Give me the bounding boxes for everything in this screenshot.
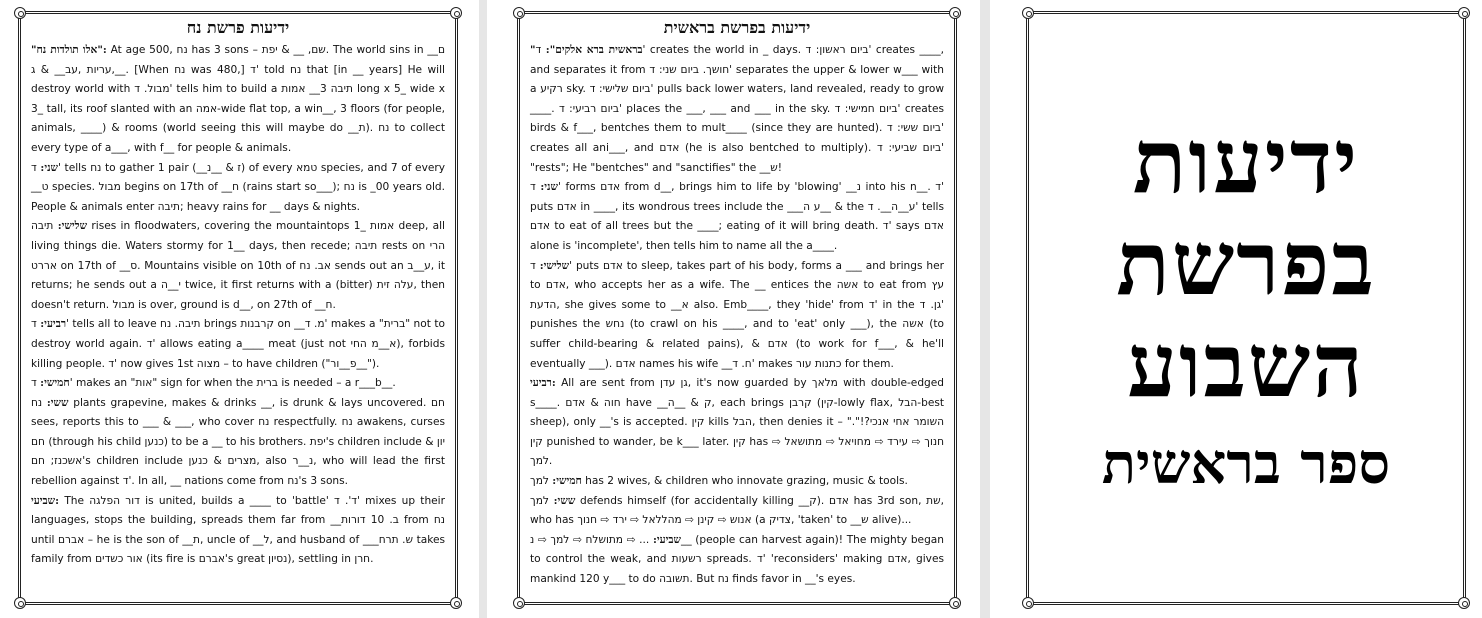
page-panel-bereishis	[487, 0, 980, 618]
aliyah-text: תיבה rises in floodwaters, covering the mountaintops 1_ אמות deep, all living things die. Waters stormy for 1__ days, then recede; תיבה rests on הרי אררט on 17th of __ס. Mountains visible on 10th of אב. נח sends out an ע__ב, it returns; he sends out a י__ה twice, it first returns with a (bitter) עלה זית, then doesn't return. מבול is over, ground is d__, on 27th of __ח.	[31, 220, 445, 311]
page-body	[520, 41, 954, 590]
aliyah-text: נח plants grapevine, makes & drinks __, is drunk & lays uncovered. חם sees, reports this to ___ & ___, who cover נח respectfully. נח awakens, curses חם (through his child כנען) to be a __ to his brothers. יפת's children include יון & אשכנז; חם's children include מצרים & כנען, also נ__ר, who will lead the first rebellion against ד'. In all, __ nations come from נח's 3 sons.	[31, 396, 445, 488]
corner-ornament-icon	[14, 7, 26, 19]
aliyah-text: ד' tells נח to gather 1 pair (__ז & __נ) of every טמא species, and 7 of every __ט species. מבול begins on 17th of __ח (rains start so___); נח is _00 years old. People & animals enter תיבה; heavy rains for __ days & nights.	[31, 161, 445, 213]
page-border	[18, 11, 458, 605]
aliyah-paragraph	[530, 492, 944, 531]
aliyah-label: שלישי:	[57, 220, 88, 233]
aliyah-paragraph	[530, 178, 944, 256]
corner-ornament-icon	[513, 597, 525, 609]
page-title: ידיעות בפרשת בראשית	[663, 18, 811, 37]
aliyah-paragraph	[530, 41, 944, 178]
aliyah-label: שביעי:	[31, 494, 60, 507]
aliyah-label: שביעי:	[652, 533, 682, 546]
aliyah-paragraph	[31, 492, 445, 570]
page-border	[517, 11, 957, 605]
aliyah-paragraph	[31, 217, 445, 315]
aliyah-text: ד' forms אדם from d__, brings him to life by 'blowing' __נ into his n__. ד' puts אדם in ____, its wondrous trees include the ___ע ה__ & the ע__ה__. ד' tells אדם to eat of all trees but the ____; eating of it will bring death. ד' says אדם alone is 'incomplete', then tells him to name all the a____.	[530, 181, 945, 252]
aliyah-label: רביעי:	[40, 318, 67, 331]
aliyah-label: חמישי:	[40, 377, 70, 390]
aliyah-paragraph	[530, 257, 944, 375]
aliyah-text: ד' puts אדם to sleep, takes part of his body, forms a ___ and brings her to אדם, who accepts her as a wife. The __ entices the אשה to eat from עץ הדעת, she gives some to __א also. Emb____, they 'hide' from ד' in the גן. ד' punishes the נחש (to crawl on his ____, and to 'eat' only ___), the אשה (to suffer child-bearing & related pains), & אדם (to work for f___, & he'll eventually ___). אדם names his wife __ח. ד' makes כתנות עור for them.	[530, 259, 945, 370]
aliyah-text: ... ⇨ מתושלח ⇨ למך ⇨ נ__ (people can harvest again)! The mighty began to control the weak, and רשעות spreads. ד' 'reconsiders' making אדם, gives mankind 120 y___ to do תשובה. But נח finds favor in __'s eyes.	[530, 533, 944, 586]
cover-border	[1026, 11, 1466, 605]
aliyah-text: למך defends himself (for accidentally killing __ק). אדם has 3rd son, שת, who has אנוש ⇨ קינן ⇨ מהללאל ⇨ ירד ⇨ חנוך (a צדיק, 'taken' to __ש alive)...	[530, 494, 944, 527]
aliyah-text: ד' tells all to leave תיבה. נח brings קרבנות on __מ. ד' makes a "ברית" not to destroy world again. ד' allows eating a____ meat (just not א__מ החי), forbids killing people. ד' now gives 1st מצוה – to have children ("פ__ור__").	[31, 318, 445, 370]
corner-ornament-icon	[14, 597, 26, 609]
aliyah-label: ששי:	[553, 494, 576, 507]
aliyah-text: ד' makes an "אות" sign for when the ברית is needed – a r___b__.	[31, 377, 396, 390]
cover-title-line: השבוע	[1127, 313, 1365, 417]
cover-title-block	[1029, 14, 1463, 602]
page-title: ידיעות פרשת נח	[186, 18, 290, 37]
aliyah-text: The דור הפלגה is united, builds a ____ to 'battle' ד'. ד' mixes up their languages, stops the building, spreads them far from __ב. 10 דורות from נח until אברם – he is the son of __ת, uncle of __ל, and husband of ___ש. תרח takes family from אור כשדים (its fire is אברם's great נסיון), settling in חרן.	[31, 494, 446, 566]
corner-ornament-icon	[450, 7, 462, 19]
aliyah-label: רביעי:	[530, 377, 556, 390]
aliyah-paragraph	[530, 374, 944, 472]
aliyah-text: All are sent from גן עדן, it's now guarded by מלאך with double-edged s____. חוה & אדם have __ק & __ה, each brings קרבן (קין-lowly flax, הבל-best sheep), only __'s is accepted. קין kills הבל, then denies it – "השומר אחי אנכי?!". קין punished to wander, be k___ later. קין has חנוך ⇨ עירד ⇨ מחויאל ⇨ מתושאל ⇨ למך.	[530, 377, 945, 468]
cover-title-line: ידיעות	[1132, 109, 1360, 213]
cover-subtitle: ספר בראשית	[1101, 431, 1391, 497]
aliyah-text: ד' creates the world in _ days. ביום ראשון: ד' creates ____, and separates it from חושך. ביום שני: ד' separates the upper & lower w___ with a רקיע sky. ביום שלישי: ד' pulls back lower waters, land revealed, ready to grow ____. ביום רביעי: ד' places the ___, ___ and ___ in the sky. ביום חמישי: ד' creates birds & f___, bentches them to mult____ (since they are hunted). ביום ששי: ד' creates all ani___, and אדם (he is also bentched to multiply). ביום שביעי: ד' "rests"; He "bentches" and "sanctifies" the __ש!	[530, 44, 945, 174]
cover-page-panel	[990, 0, 1482, 618]
aliyah-label: "אלו תולדות נח":	[31, 44, 107, 56]
aliyah-paragraph	[31, 159, 445, 218]
corner-ornament-icon	[513, 7, 525, 19]
corner-ornament-icon	[949, 597, 961, 609]
aliyah-label: שני:	[40, 161, 59, 174]
aliyah-paragraph	[530, 531, 944, 590]
corner-ornament-icon	[949, 7, 961, 19]
aliyah-text: At age 500, נח has 3 sons – שם, __ & יפת. The world sins in __ם ,עריות ,עב__ & ג__. [When נח was 480,] ד' told נח that [in __ years] He will destroy world with מבול. ד' tells him to build a תיבה 3__ אמות long x 5_ wide x 3_ tall, its roof slanted with an אמה-wide flat top, a win__, 3 floors (for people, animals, ____) & rooms (world seeing this will maybe do __ת). נח to collect every type of a___, with f__ for people & animals.	[31, 44, 446, 154]
aliyah-paragraph	[31, 315, 445, 374]
aliyah-label: שני:	[540, 181, 558, 194]
page-panel-noach	[0, 0, 479, 618]
aliyah-label: שלישי:	[539, 259, 570, 272]
aliyah-paragraph	[31, 374, 445, 394]
aliyah-label: ששי:	[46, 396, 69, 409]
corner-ornament-icon	[450, 597, 462, 609]
aliyah-paragraph	[31, 394, 445, 492]
aliyah-paragraph	[530, 472, 944, 492]
aliyah-label: חמישי:	[552, 475, 582, 488]
aliyah-paragraph	[31, 41, 445, 159]
aliyah-label: "בראשית ברא אלקים":	[530, 44, 643, 56]
aliyah-text: למך has 2 wives, & children who innovate grazing, music & tools.	[530, 475, 908, 488]
page-body	[21, 41, 455, 570]
cover-title-line: בפרשת	[1116, 211, 1376, 315]
